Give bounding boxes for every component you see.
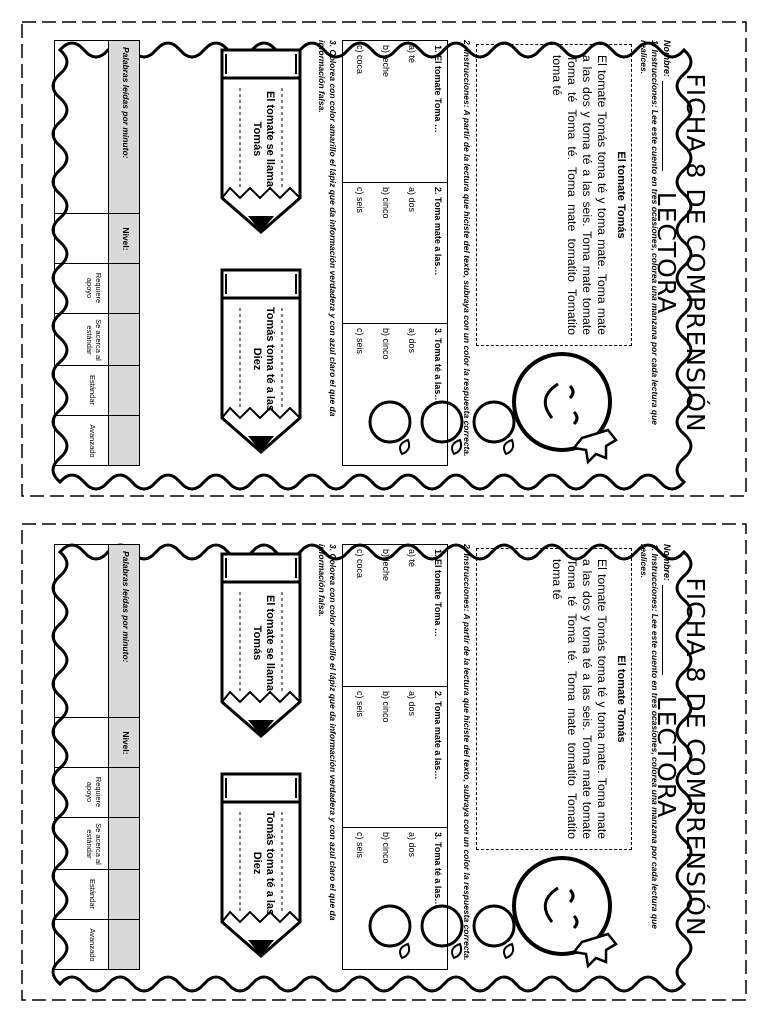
instruction-3: 3. Colorea con color amarillo el lápiz que da información verdadera y con azul claro el que da información falsa. (317, 40, 338, 417)
answer-option[interactable]: c) seis (355, 187, 365, 214)
pencil-statement: Tomás toma té a las Diez (251, 810, 276, 916)
worksheet-title: FICHA 8 DE COMPRENSIÓN LECTORA (652, 73, 710, 433)
level-option[interactable]: Estándar (88, 878, 97, 910)
worksheet-card-2 (0, 512, 768, 1024)
answer-option[interactable]: c) seis (355, 832, 365, 859)
question-title: 3. Toma té a las… (433, 832, 443, 908)
instruction-1: 1. Instrucciones: Lee este cuento en tres ocasiones, colorea una manzana por cada lectura que realices. (639, 544, 660, 929)
table-divider (55, 313, 139, 314)
apple-icon (474, 906, 514, 958)
instruction-2: 2. Instrucciones: A partir de la lectura que hiciste del texto, subraya con un color la respuesta correcta. (462, 40, 472, 457)
story-box (476, 44, 632, 346)
question-title: 3. Toma té a las… (433, 328, 443, 404)
name-line (662, 585, 663, 675)
answer-option[interactable]: c) seis (355, 691, 365, 718)
story-box (476, 548, 632, 850)
pencil-statement: El tomate se llama Tomás (251, 595, 276, 691)
answer-option[interactable]: a) té (407, 549, 417, 568)
words-per-minute-label: Palabras leídas por minuto: (121, 47, 131, 159)
tomato-face-icon (508, 850, 628, 970)
pencil-true-false-1[interactable] (210, 552, 312, 738)
instruction-1: 1. Instrucciones: Lee este cuento en tres ocasiones, colorea una manzana por cada lectura que realices. (639, 40, 660, 425)
table-divider (55, 817, 139, 818)
level-option[interactable]: Requiere apoyo (85, 272, 103, 304)
answer-option[interactable]: b) cinco (381, 691, 391, 723)
question-title: 1. El tomate Toma … (433, 45, 443, 133)
level-label: Nivel: (121, 731, 131, 755)
question-3 (343, 827, 447, 969)
pencil-true-false-2[interactable] (210, 772, 312, 958)
pencil-statement: El tomate se llama Tomás (251, 91, 276, 187)
question-title: 2. Toma mate a las… (433, 187, 443, 276)
answer-option[interactable]: a) dos (407, 328, 417, 354)
level-option[interactable]: Avanzado (88, 928, 97, 962)
answer-option[interactable]: b) leche (381, 549, 391, 582)
table-divider (55, 365, 139, 366)
story-text: El tomate Tomás toma té y toma mate. Toma mate a las dos y toma té a las seis. Toma mate tomate Toma té Toma té. Toma mate tomatito Tomatito toma té (550, 55, 609, 335)
question-2 (343, 182, 447, 324)
table-divider (55, 263, 139, 264)
story-title: El tomate Tomás (615, 655, 627, 743)
apple-icon (474, 402, 514, 454)
table-divider (55, 415, 139, 416)
question-2 (343, 686, 447, 828)
story-title: El tomate Tomás (615, 151, 627, 239)
answer-option[interactable]: c) seis (355, 328, 365, 355)
questions-grid (342, 544, 448, 970)
answer-option[interactable]: b) cinco (381, 832, 391, 864)
instruction-2: 2. Instrucciones: A partir de la lectura que hiciste del texto, subraya con un color la respuesta correcta. (462, 544, 472, 961)
tomato-face-icon (508, 346, 628, 466)
question-title: 1. El tomate Toma … (433, 549, 443, 637)
questions-grid (342, 40, 448, 466)
answer-option[interactable]: b) cinco (381, 187, 391, 219)
answer-option[interactable]: b) leche (381, 45, 391, 78)
reading-level-table (54, 40, 140, 466)
level-option[interactable]: Estándar (88, 374, 97, 406)
name-label: Nombre: (662, 40, 672, 78)
answer-option[interactable]: b) cinco (381, 328, 391, 360)
worksheet-title: FICHA 8 DE COMPRENSIÓN LECTORA (652, 577, 710, 937)
story-text: El tomate Tomás toma té y toma mate. Toma mate a las dos y toma té a las seis. Toma mate tomate Toma té Toma té. Toma mate tomatito Tomatito toma té (550, 559, 609, 839)
table-divider (55, 717, 139, 718)
name-line (662, 81, 663, 171)
card-content (48, 38, 712, 468)
pencil-true-false-2[interactable] (210, 268, 312, 454)
table-divider (55, 919, 139, 920)
words-per-minute-label: Palabras leídas por minuto: (121, 551, 131, 663)
answer-option[interactable]: c) coca (355, 45, 365, 75)
name-field[interactable] (662, 544, 672, 675)
answer-option[interactable]: a) dos (407, 187, 417, 213)
pencil-true-false-1[interactable] (210, 48, 312, 234)
question-title: 2. Toma mate a las… (433, 691, 443, 780)
name-label: Nombre: (662, 544, 672, 582)
instruction-3: 3. Colorea con color amarillo el lápiz que da información verdadera y con azul claro el que da información falsa. (317, 544, 338, 921)
answer-option[interactable]: a) dos (407, 832, 417, 858)
answer-option[interactable]: a) té (407, 45, 417, 64)
table-divider (55, 767, 139, 768)
card-content (48, 542, 712, 972)
reading-level-table (54, 544, 140, 970)
level-option[interactable]: Se acerca al estándar (85, 319, 103, 361)
question-3 (343, 323, 447, 465)
table-divider (55, 213, 139, 214)
question-1 (343, 41, 447, 182)
level-option[interactable]: Avanzado (88, 424, 97, 458)
level-label: Nivel: (121, 227, 131, 251)
pencil-statement: Tomás toma té a las Diez (251, 306, 276, 412)
name-field[interactable] (662, 40, 672, 171)
level-option[interactable]: Requiere apoyo (85, 776, 103, 808)
question-1 (343, 545, 447, 686)
level-option[interactable]: Se acerca al estándar (85, 823, 103, 865)
answer-option[interactable]: c) coca (355, 549, 365, 579)
answer-option[interactable]: a) dos (407, 691, 417, 717)
table-divider (55, 869, 139, 870)
